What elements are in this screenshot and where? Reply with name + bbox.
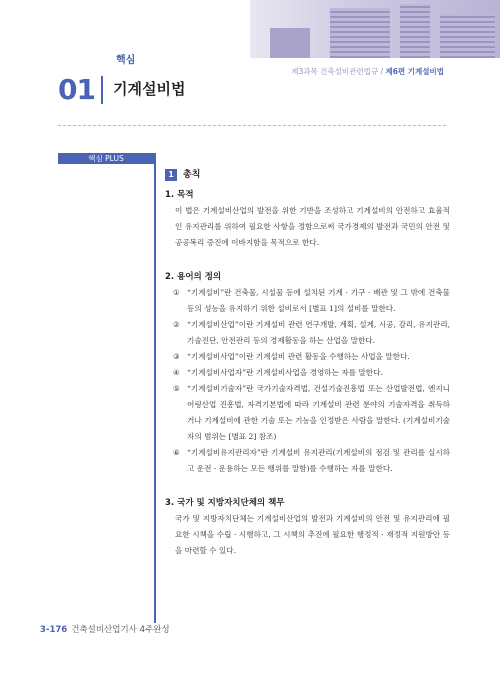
breadcrumb-part: 제3과목 건축설비관련법규	[291, 67, 379, 76]
breadcrumb-chapter: 제6편 기계설비법	[385, 67, 444, 76]
section-heading	[165, 167, 450, 183]
list-marker: ①	[173, 288, 180, 297]
main-content	[165, 167, 450, 559]
list-text: “기계설비”란 건축물, 시설물 등에 설치된 기계 · 기구 · 배관 및 그 밖에 건축물등의 성능을 유지하기 위한 설비로서 [별표 1]의 설비를 말한다.	[187, 288, 450, 313]
building-shape	[440, 14, 495, 58]
building-shape	[400, 4, 430, 58]
list-text: “기계설비사업자”란 기계설비사업을 경영하는 자를 말한다.	[187, 368, 383, 377]
title-divider	[101, 76, 103, 104]
building-shape	[330, 8, 390, 58]
list-marker: ④	[173, 368, 180, 377]
breadcrumb-separator: /	[378, 67, 386, 76]
spacer	[165, 477, 450, 491]
list-marker: ③	[173, 352, 180, 361]
list-item	[165, 285, 450, 317]
sidebar-label: 핵심 PLUS	[58, 153, 154, 164]
list-item	[165, 317, 450, 349]
duty-body: 국가 및 지방자치단체는 기계설비산업의 발전과 기계설비의 안전 및 유지관리에 필요한 시책을 수립 · 시행하고, 그 시책의 추진에 필요한 행정적 · 재정적 지원방안 등을 마련할 수 있다.	[175, 514, 450, 555]
list-item	[165, 365, 450, 381]
list-item	[165, 381, 450, 445]
chapter-number: 01	[58, 73, 95, 106]
list-marker: ⑤	[173, 384, 180, 393]
header-building-image	[250, 0, 500, 58]
purpose-heading: 1. 목적	[165, 190, 194, 200]
list-marker: ⑥	[173, 448, 180, 457]
list-text: “기계설비산업”이란 기계설비 관련 연구개발, 계획, 설계, 시공, 감리, 유지관리, 기술진단, 안전관리 등의 경제활동을 하는 산업을 말한다.	[187, 320, 450, 345]
definitions-heading: 2. 용어의 정의	[165, 272, 222, 282]
list-text: “기계설비기술자”란 국가기술자격법, 건설기술진흥법 또는 산업발전법, 엔지니어링산업 진흥법, 자격기본법에 따라 기계설비 관련 분야의 기술자격을 취득하거나 기계설비에 관한 기술 또는 기능을 인정받은 사람을 말한다. (기계설비기술자의 범위는 [별표 2] 참조)	[187, 384, 450, 441]
spacer	[165, 251, 450, 265]
sidebar-rule	[154, 153, 156, 623]
page-number: 3-176	[40, 625, 68, 635]
list-text: “기계설비유지관리자”란 기계설비 유지관리(기계설비의 점검 및 관리를 실시하고 운전 · 운용하는 모든 행위를 말함)를 수행하는 자를 말한다.	[187, 448, 450, 473]
building-shape	[270, 28, 310, 58]
list-marker: ②	[173, 320, 180, 329]
purpose-body: 이 법은 기계설비산업의 발전을 위한 기반을 조성하고 기계설비의 안전하고 효율적인 유지관리를 위하여 필요한 사항을 정함으로써 국가경제의 발전과 국민의 안전 및 공공복리 증진에 이바지함을 목적으로 한다.	[175, 206, 450, 247]
duty-heading: 3. 국가 및 지방자치단체의 책무	[165, 498, 285, 508]
book-title: 건축설비산업기사 4주완성	[71, 625, 170, 635]
section-title: 총칙	[183, 170, 201, 180]
divider	[58, 125, 446, 126]
page-footer	[40, 623, 170, 635]
page-title: 기계설비법	[113, 80, 186, 98]
list-item	[165, 445, 450, 477]
core-tag: 핵심	[116, 55, 136, 66]
list-text: “기계설비사업”이란 기계설비 관련 활동을 수행하는 사업을 말한다.	[187, 352, 410, 361]
section-number: 1	[165, 169, 177, 181]
list-item	[165, 349, 450, 365]
breadcrumb	[291, 66, 444, 77]
